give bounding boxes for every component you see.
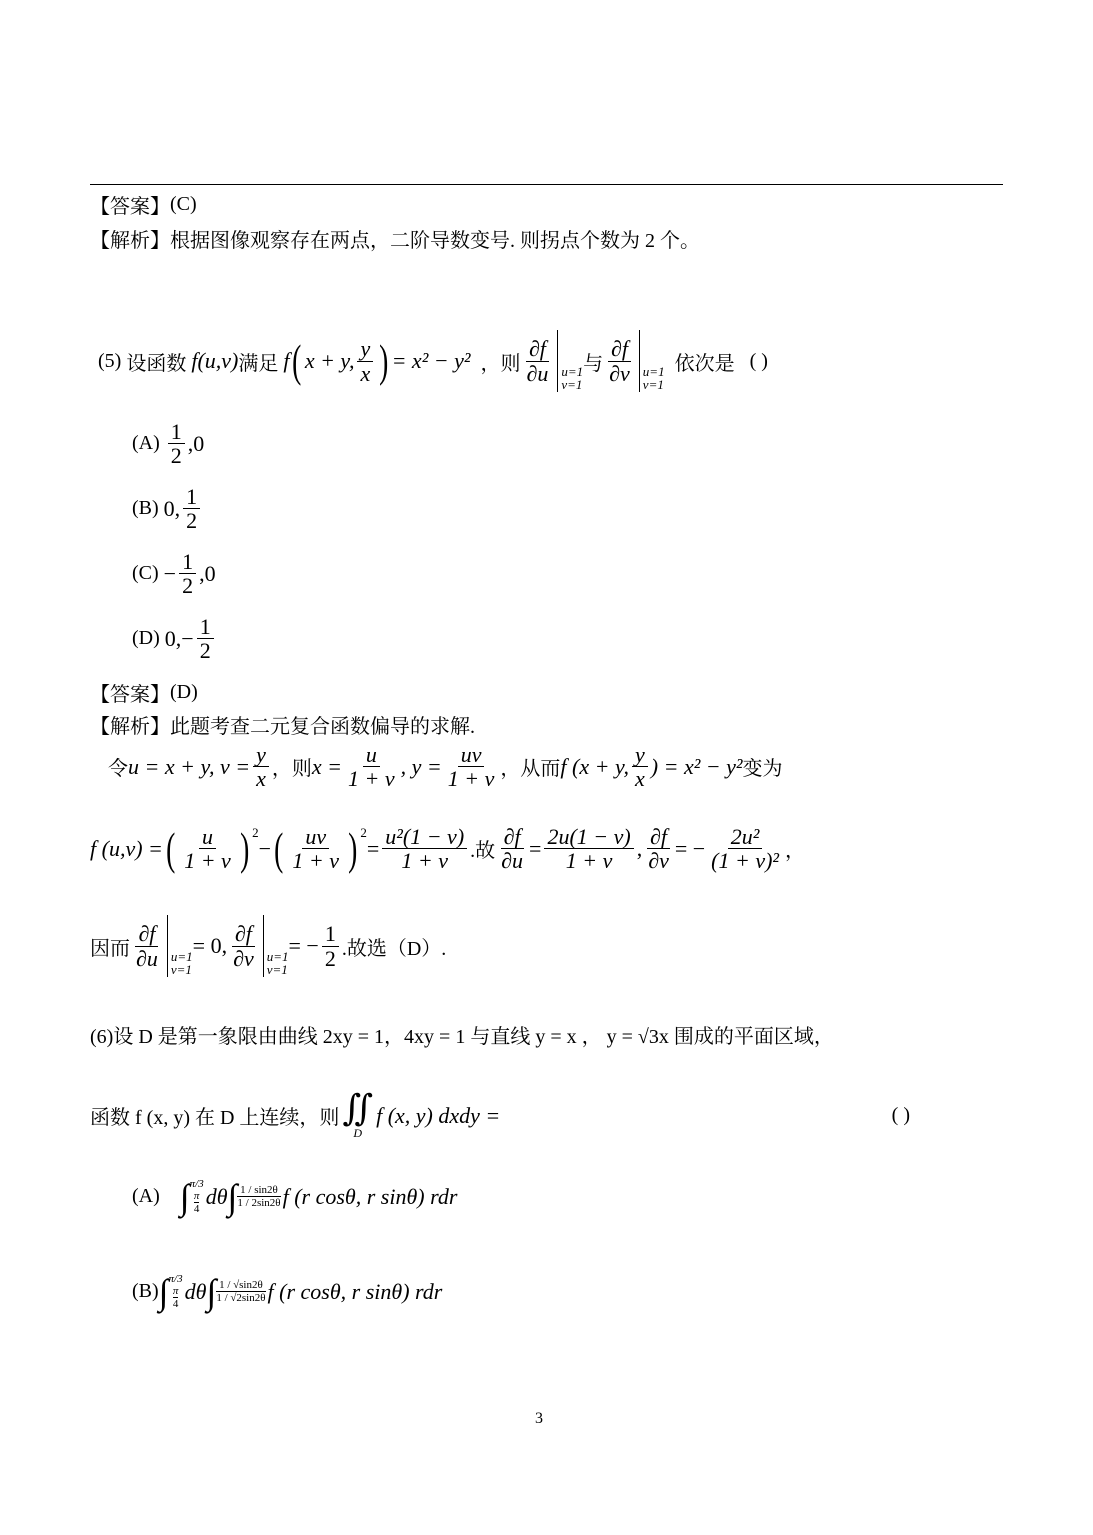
fraction — [382, 825, 467, 872]
fraction — [645, 825, 672, 872]
fraction — [632, 743, 648, 790]
answer-blank: ( ) — [891, 1104, 910, 1126]
numerator: y — [253, 743, 269, 767]
text: .故 — [470, 840, 496, 863]
text: 令 — [108, 758, 128, 781]
fraction — [708, 825, 782, 872]
exponent: 2 — [360, 825, 367, 840]
q5-option-a — [132, 420, 204, 467]
region: D — [353, 1126, 363, 1140]
fraction — [197, 615, 214, 662]
evaluation-bar — [167, 915, 193, 977]
numerator: ∂f — [501, 825, 524, 849]
solution-step-2 — [90, 822, 806, 874]
integral-sign: ∫ — [206, 1271, 217, 1312]
option-label: (C) — [132, 562, 159, 585]
numerator: 1 — [322, 922, 339, 946]
analysis-text: 根据图像观察存在两点，二阶导数变号. 则拐点个数为 2 个。 — [170, 230, 700, 252]
numerator: 1 — [168, 420, 185, 444]
sub: v=1 — [561, 377, 583, 393]
lower-den: 4 — [193, 1203, 200, 1216]
math: = — [366, 835, 380, 861]
stem-text: 函数 f (x, y) 在 D 上连续，则 — [90, 1107, 340, 1129]
sub: u=1 — [170, 948, 193, 964]
stem-text: ，则 — [480, 352, 521, 375]
math: , — [636, 835, 643, 861]
text: .故选（D）. — [341, 937, 447, 960]
denominator: 1 + v — [447, 766, 495, 792]
lower-limit: 1 / 2sin2θ — [237, 1197, 281, 1210]
upper-limit: 1 / √sin2θ — [216, 1279, 265, 1292]
lower-den: 4 — [172, 1298, 179, 1311]
math: = — [529, 835, 542, 861]
stem-text: 满足 — [238, 352, 279, 375]
sub: v=1 — [170, 962, 192, 978]
fraction — [322, 922, 339, 969]
question-number: (5) — [98, 349, 122, 372]
math: f (r cosθ, r sinθ) rdr — [267, 1278, 443, 1304]
analysis-label: 【解析】 — [90, 230, 170, 252]
denominator: x — [360, 360, 371, 386]
denominator: ∂v — [609, 360, 630, 386]
denominator: 1 + v — [292, 848, 340, 874]
numerator: u — [363, 743, 380, 767]
denominator: 2 — [324, 945, 336, 971]
denominator: 2 — [186, 508, 198, 534]
upper-limit: π/3 — [189, 1178, 204, 1190]
numerator: 2u² — [728, 825, 763, 849]
stem-text: 与 — [583, 352, 604, 375]
option-text: ,0 — [199, 560, 216, 586]
integral-sign: ∬ — [342, 1088, 374, 1128]
math: , y = — [400, 753, 442, 779]
denominator: ∂u — [526, 360, 549, 386]
fraction — [524, 337, 552, 384]
q5-option-c — [132, 550, 216, 597]
math: f — [283, 348, 290, 373]
lower-limit: 1 / √2sin2θ — [216, 1292, 266, 1305]
answer-label: 【答案】 — [90, 196, 170, 218]
denominator: ∂u — [136, 945, 158, 971]
math: x + y, — [304, 348, 355, 373]
q5-stem — [98, 330, 768, 392]
denominator: 2 — [182, 573, 194, 599]
q6-option-b — [132, 1273, 442, 1310]
numerator: ∂f — [647, 825, 670, 849]
page-number: 3 — [535, 1410, 543, 1427]
sub: v=1 — [642, 377, 664, 393]
paren: ( — [165, 822, 176, 874]
integral-limits — [169, 1273, 183, 1310]
fraction — [445, 743, 498, 790]
integral-sign: ∫ — [227, 1176, 238, 1217]
math: x = — [311, 753, 343, 779]
denominator: x — [635, 766, 645, 792]
option-label: (A) — [132, 1185, 160, 1208]
exponent: 2 — [252, 825, 259, 840]
lower-num: π — [172, 1285, 179, 1298]
answer-value: (D) — [170, 681, 198, 703]
numerator: u — [199, 825, 216, 849]
text: 因而 — [90, 937, 130, 960]
fraction — [181, 825, 234, 872]
option-text: ,0 — [187, 430, 205, 456]
q5-option-d — [132, 615, 217, 662]
numerator: 2u(1 − v) — [544, 825, 633, 849]
evaluation-bar — [557, 330, 583, 392]
numerator: uv — [458, 743, 485, 767]
fraction — [357, 337, 373, 384]
analysis-text: 此题考查二元复合函数偏导的求解. — [170, 716, 475, 738]
stem-text: (6)设 D 是第一象限由曲线 2xy = 1，4xy = 1 与直线 y = x ， y = √3x 围成的平面区域， — [90, 1026, 834, 1048]
denominator: 1 + v — [401, 848, 449, 874]
fraction — [230, 922, 257, 969]
denominator: 1 + v — [348, 766, 395, 792]
fraction — [606, 337, 633, 384]
math: dθ — [184, 1278, 207, 1304]
solution-step-3 — [90, 915, 446, 977]
fraction — [544, 825, 633, 872]
numerator: y — [632, 743, 648, 767]
math: = − — [288, 933, 319, 958]
solution-step-1 — [108, 743, 783, 790]
math: f (x, y) dxdy = — [376, 1102, 501, 1128]
integral-sign: ∫ — [158, 1271, 169, 1312]
fraction — [345, 743, 398, 790]
text: ， — [785, 840, 806, 863]
paren: ) — [348, 822, 358, 874]
paren: ( — [274, 822, 284, 874]
denominator: ∂u — [501, 848, 524, 874]
denominator: 2 — [170, 443, 182, 469]
answer-label: 【答案】 — [90, 684, 170, 706]
option-label: (D) — [132, 627, 160, 650]
header-rule — [90, 184, 1003, 185]
numerator: ∂f — [135, 922, 158, 946]
denominator: 1 + v — [565, 848, 613, 874]
sub: v=1 — [266, 962, 288, 978]
q5-analysis — [90, 710, 475, 739]
q4-analysis — [90, 224, 700, 253]
numerator: 1 — [179, 550, 196, 574]
q6-stem-line-1 — [90, 1020, 834, 1049]
math: − — [258, 835, 272, 861]
numerator: y — [357, 337, 373, 361]
denominator: x — [256, 766, 266, 792]
stem-text: 设函数 — [126, 352, 187, 375]
option-label: (B) — [132, 1280, 159, 1303]
evaluation-bar — [263, 915, 289, 977]
option-label: (B) — [132, 497, 159, 520]
sub: u=1 — [642, 363, 665, 379]
numerator: u²(1 − v) — [382, 825, 467, 849]
numerator: ∂f — [608, 337, 631, 361]
q5-option-b — [132, 485, 203, 532]
double-integral — [342, 1090, 373, 1141]
paren: ) — [239, 822, 250, 874]
math: u = x + y, v = — [128, 753, 251, 779]
fraction — [289, 825, 342, 872]
math: f(u,v) — [191, 348, 239, 373]
q6-option-a — [132, 1178, 457, 1215]
fraction — [133, 922, 161, 969]
upper-limit: π/3 — [168, 1273, 183, 1285]
denominator: 2 — [199, 638, 211, 664]
option-text: − — [163, 560, 177, 586]
q6-stem-line-2 — [90, 1090, 910, 1141]
integral-limits — [216, 1279, 265, 1304]
fraction — [179, 550, 196, 597]
text: 变为 — [742, 758, 783, 781]
text: ，则 — [271, 758, 312, 781]
paren: ) — [379, 335, 389, 386]
fraction — [253, 743, 269, 790]
analysis-label: 【解析】 — [90, 716, 170, 738]
numerator: 1 — [183, 485, 200, 509]
option-text: 0,− — [164, 625, 194, 651]
option-text: 0, — [163, 495, 181, 521]
fraction — [168, 420, 185, 467]
answer-value: (C) — [170, 193, 197, 215]
integral-limits — [190, 1178, 204, 1215]
math: = x² − y² — [391, 348, 471, 373]
fraction — [183, 485, 200, 532]
q4-answer — [90, 190, 197, 219]
sub: u=1 — [561, 363, 584, 379]
integral-limits — [237, 1184, 280, 1209]
math: f (x + y, — [560, 753, 629, 779]
lower-num: π — [193, 1190, 200, 1203]
math: ) = x² − y² — [650, 753, 743, 779]
numerator: ∂f — [232, 922, 255, 946]
option-label: (A) — [132, 432, 160, 455]
math: f (u,v) = — [90, 835, 163, 861]
stem-text: 依次是 — [674, 352, 735, 375]
denominator: ∂v — [233, 945, 254, 971]
q5-answer — [90, 678, 198, 707]
upper-limit: 1 / sin2θ — [237, 1184, 280, 1197]
numerator: 1 — [197, 615, 214, 639]
math: dθ — [205, 1183, 228, 1209]
paren: ( — [292, 335, 302, 386]
fraction — [498, 825, 526, 872]
math: = 0, — [192, 933, 228, 958]
answer-blank: ( ) — [749, 349, 768, 372]
numerator: ∂f — [526, 337, 549, 361]
denominator: 1 + v — [184, 848, 231, 874]
math: = − — [674, 835, 706, 861]
text: ，从而 — [500, 758, 561, 781]
sub: u=1 — [266, 948, 289, 964]
math: f (r cosθ, r sinθ) rdr — [282, 1183, 458, 1209]
numerator: uv — [302, 825, 329, 849]
integral-sign: ∫ — [179, 1176, 190, 1217]
denominator: (1 + v)² — [711, 848, 780, 874]
evaluation-bar — [639, 330, 665, 392]
denominator: ∂v — [648, 848, 669, 874]
